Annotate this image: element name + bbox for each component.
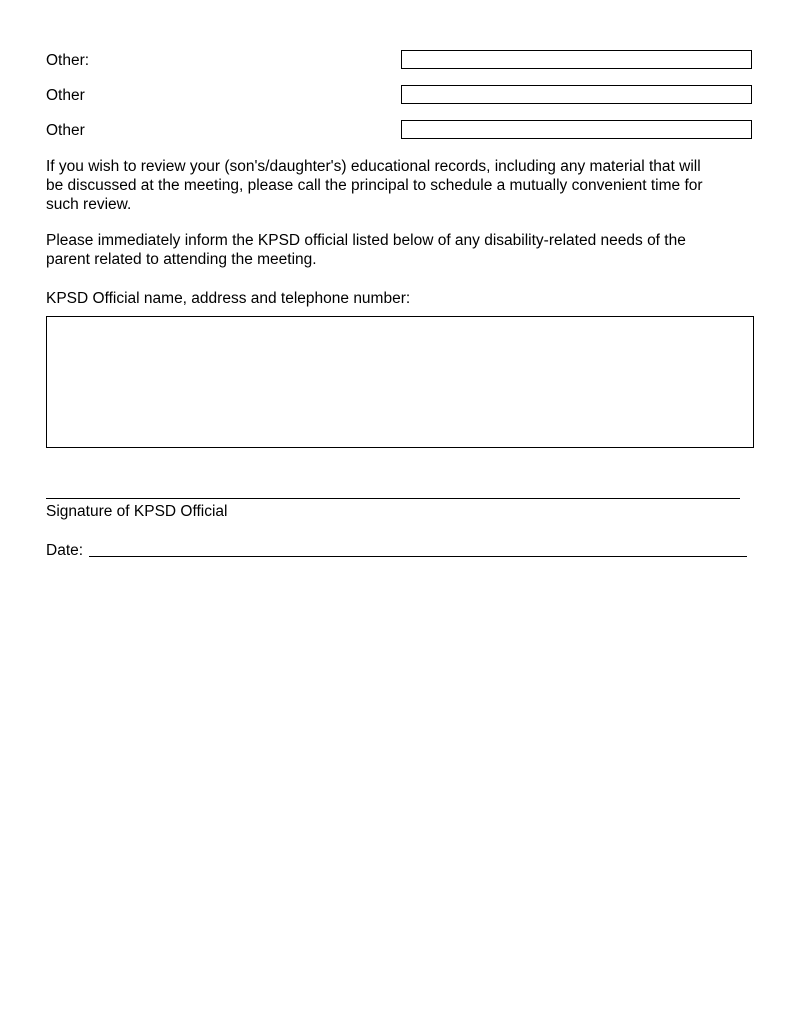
signature-label: Signature of KPSD Official (46, 503, 228, 520)
date-line[interactable] (89, 540, 747, 557)
review-line-3: such review. (46, 196, 132, 213)
review-line-1: If you wish to review your (son's/daughter's) educational records, including any material that will (46, 158, 701, 175)
other-label-3: Other (46, 122, 85, 139)
date-label: Date: (46, 542, 84, 559)
other-field-3[interactable] (401, 120, 752, 139)
disability-line-2: parent related to attending the meeting. (46, 251, 317, 268)
official-info-field[interactable] (46, 316, 754, 448)
other-label-2: Other (46, 87, 85, 104)
other-field-1[interactable] (401, 50, 752, 69)
other-field-2[interactable] (401, 85, 752, 104)
other-label-1: Other: (46, 52, 90, 69)
disability-line-1: Please immediately inform the KPSD official listed below of any disability-related needs of the (46, 232, 686, 249)
signature-line[interactable] (46, 482, 740, 499)
official-label: KPSD Official name, address and telephone number: (46, 290, 411, 307)
review-line-2: be discussed at the meeting, please call the principal to schedule a mutually convenient time for (46, 177, 703, 194)
